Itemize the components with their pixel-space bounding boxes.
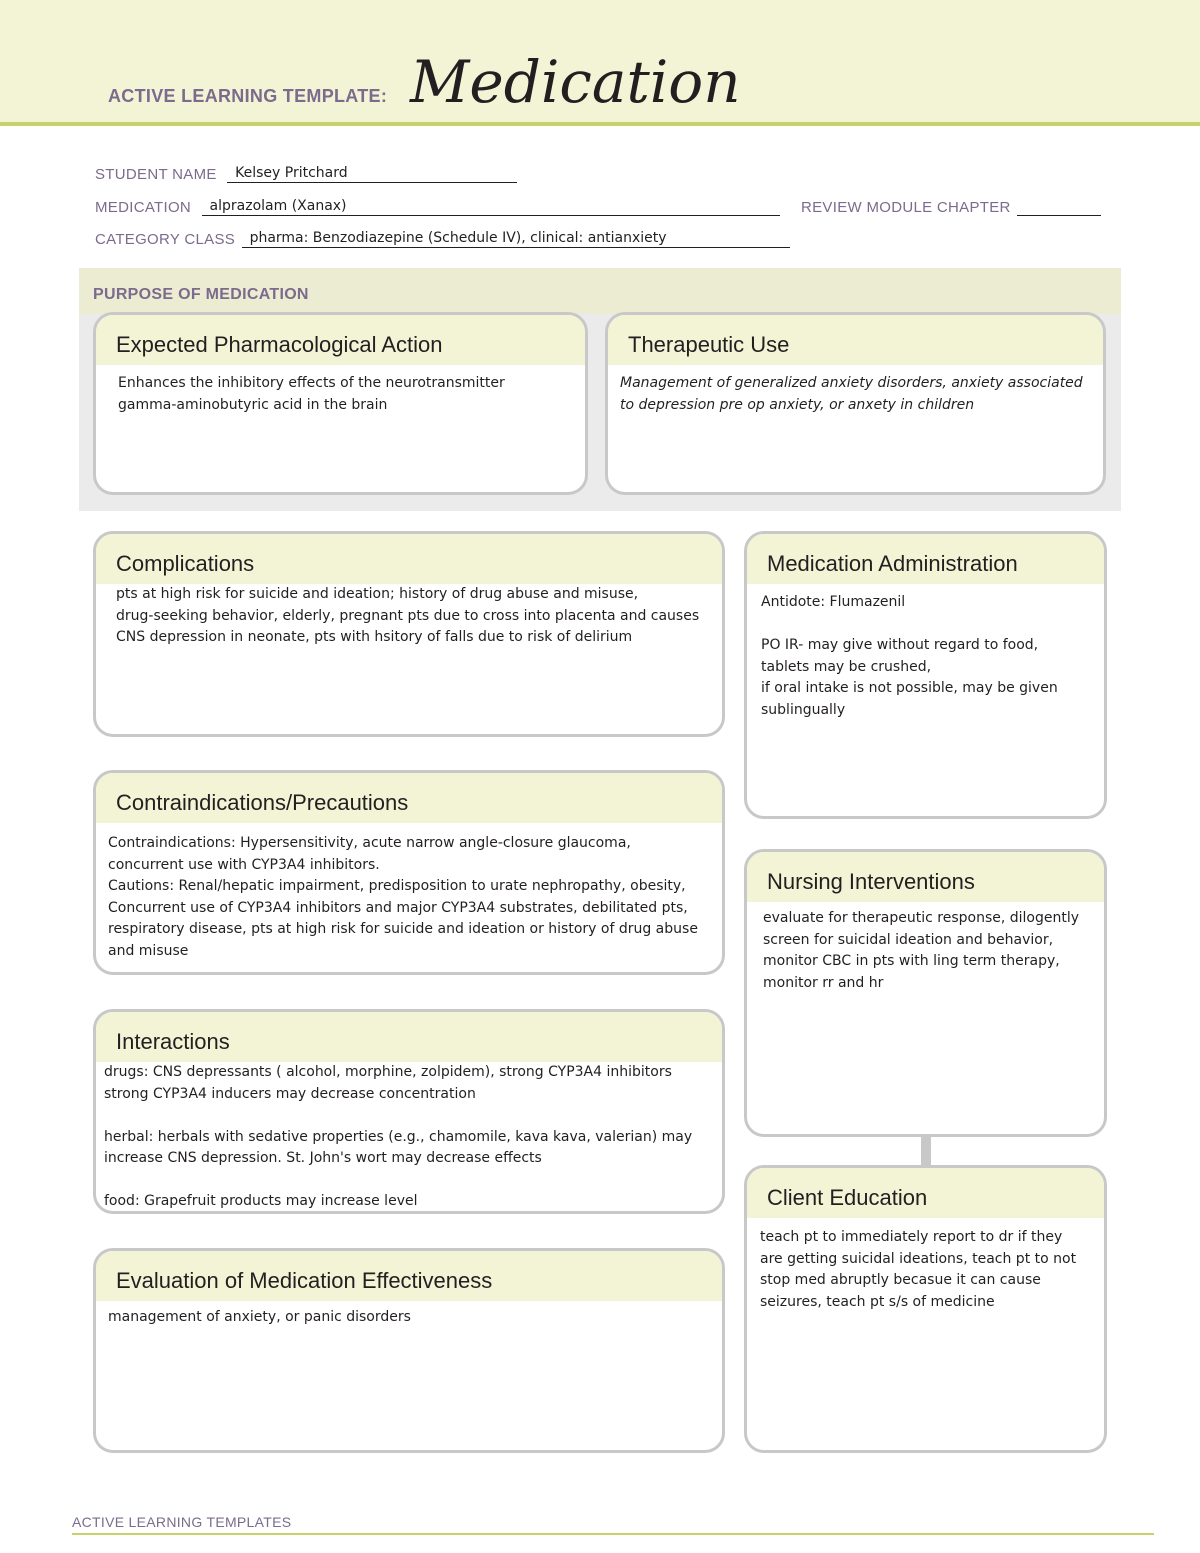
- body-line: respiratory disease, pts at high risk for suicide and ideation or history of drug abuse: [108, 921, 698, 937]
- body-line: gamma-aminobutyric acid in the brain: [118, 396, 388, 413]
- body-line: teach pt to immediately report to dr if they: [760, 1229, 1063, 1245]
- medication-field[interactable]: [202, 197, 780, 216]
- evaluation-title: Evaluation of Medication Effectiveness: [96, 1251, 722, 1301]
- body-line: Cautions: Renal/hepatic impairment, predisposition to urate nephropathy, obesity,: [108, 878, 686, 894]
- student-name-label: STUDENT NAME: [95, 166, 217, 183]
- body-line: if oral intake is not possible, may be given: [761, 680, 1058, 696]
- page-title: Medication: [410, 48, 741, 116]
- complications-body: [96, 584, 722, 649]
- body-line: seizures, teach pt s/s of medicine: [760, 1293, 995, 1310]
- client-education-box[interactable]: [744, 1165, 1107, 1453]
- body-line: CNS depression in neonate, pts with hsitory of falls due to risk of delirium: [116, 629, 633, 645]
- body-line: [104, 1170, 710, 1192]
- evaluation-box[interactable]: [93, 1248, 725, 1453]
- body-line: Management of generalized anxiety disorders, anxiety associated: [620, 375, 1083, 391]
- therapeutic-use-title: Therapeutic Use: [608, 315, 1103, 365]
- template-label: ACTIVE LEARNING TEMPLATE:: [108, 86, 388, 106]
- therapeutic-use-box[interactable]: [605, 312, 1106, 495]
- nursing-interventions-title: Nursing Interventions: [747, 852, 1104, 902]
- body-line: evaluate for therapeutic response, dilogently: [763, 910, 1080, 926]
- complications-title: Complications: [96, 534, 722, 584]
- client-education-body: [747, 1218, 1104, 1313]
- footer-label: ACTIVE LEARNING TEMPLATES: [72, 1514, 292, 1530]
- contraindications-title: Contraindications/Precautions: [96, 773, 722, 823]
- body-line: Antidote: Flumazenil: [761, 594, 906, 610]
- body-line: [104, 1105, 710, 1127]
- evaluation-body: [96, 1301, 722, 1329]
- contraindications-box[interactable]: [93, 770, 725, 975]
- student-name-value: Kelsey Pritchard: [235, 165, 348, 181]
- medication-value: alprazolam (Xanax): [209, 198, 347, 214]
- body-line: are getting suicidal ideations, teach pt to not: [760, 1250, 1077, 1267]
- medication-label: MEDICATION: [95, 199, 192, 216]
- box-connector: [921, 1135, 931, 1166]
- body-line: management of anxiety, or panic disorders: [108, 1309, 411, 1325]
- nursing-interventions-box[interactable]: [744, 849, 1107, 1137]
- header-divider: [0, 122, 1200, 126]
- medication-row: [95, 197, 780, 216]
- body-line: monitor CBC in pts with ling term therapy,: [763, 953, 1060, 969]
- review-module-row: [801, 197, 1101, 216]
- body-line: concurrent use with CYP3A4 inhibitors.: [108, 856, 380, 873]
- contraindications-body: [96, 823, 722, 962]
- client-education-title: Client Education: [747, 1168, 1104, 1218]
- body-line: sublingually: [761, 701, 846, 718]
- expected-action-title: Expected Pharmacological Action: [96, 315, 585, 365]
- body-line: [761, 614, 1092, 636]
- nursing-interventions-body: [747, 902, 1104, 994]
- medication-administration-box[interactable]: [744, 531, 1107, 819]
- category-class-row: [95, 229, 790, 248]
- interactions-title: Interactions: [96, 1012, 722, 1062]
- interactions-box[interactable]: [93, 1009, 725, 1214]
- interactions-body: [96, 1062, 722, 1213]
- body-line: herbal: herbals with sedative properties (e.g., chamomile, kava kava, valerian) may: [104, 1128, 693, 1145]
- student-name-row: [95, 164, 517, 183]
- body-line: Enhances the inhibitory effects of the neurotransmitter: [118, 375, 505, 391]
- category-class-label: CATEGORY CLASS: [95, 231, 236, 248]
- expected-action-body: [96, 365, 585, 416]
- category-class-value: pharma: Benzodiazepine (Schedule IV), clinical: antianxiety: [249, 230, 667, 246]
- body-line: stop med abruptly becasue it can cause: [760, 1272, 1041, 1288]
- body-line: tablets may be crushed,: [761, 658, 932, 675]
- body-line: drug-seeking behavior, elderly, pregnant pts due to cross into placenta and causes: [116, 607, 700, 624]
- body-line: strong CYP3A4 inducers may decrease concentration: [104, 1085, 476, 1102]
- review-module-label: REVIEW MODULE CHAPTER: [801, 199, 1011, 216]
- medication-administration-body: [747, 584, 1104, 721]
- body-line: PO IR- may give without regard to food,: [761, 637, 1039, 653]
- body-line: to depression pre op anxiety, or anxety in children: [620, 396, 975, 413]
- body-line: food: Grapefruit products may increase level: [104, 1193, 418, 1209]
- medication-administration-title: Medication Administration: [747, 534, 1104, 584]
- body-line: drugs: CNS depressants ( alcohol, morphine, zolpidem), strong CYP3A4 inhibitors: [104, 1064, 672, 1080]
- expected-action-box[interactable]: [93, 312, 588, 495]
- body-line: and misuse: [108, 942, 189, 959]
- body-line: Contraindications: Hypersensitivity, acute narrow angle-closure glaucoma,: [108, 835, 631, 851]
- review-module-field[interactable]: [1017, 197, 1101, 216]
- body-line: pts at high risk for suicide and ideation; history of drug abuse and misuse,: [116, 586, 639, 602]
- body-line: screen for suicidal ideation and behavior,: [763, 931, 1054, 948]
- body-line: monitor rr and hr: [763, 974, 884, 991]
- therapeutic-use-body: [608, 365, 1103, 416]
- footer-divider: [72, 1533, 1154, 1535]
- body-line: increase CNS depression. St. John's wort may decrease effects: [104, 1150, 542, 1166]
- student-name-field[interactable]: [227, 164, 517, 183]
- category-class-field[interactable]: [242, 229, 790, 248]
- body-line: Concurrent use of CYP3A4 inhibitors and major CYP3A4 substrates, debilitated pts,: [108, 899, 688, 916]
- complications-box[interactable]: [93, 531, 725, 737]
- purpose-title: PURPOSE OF MEDICATION: [93, 286, 309, 303]
